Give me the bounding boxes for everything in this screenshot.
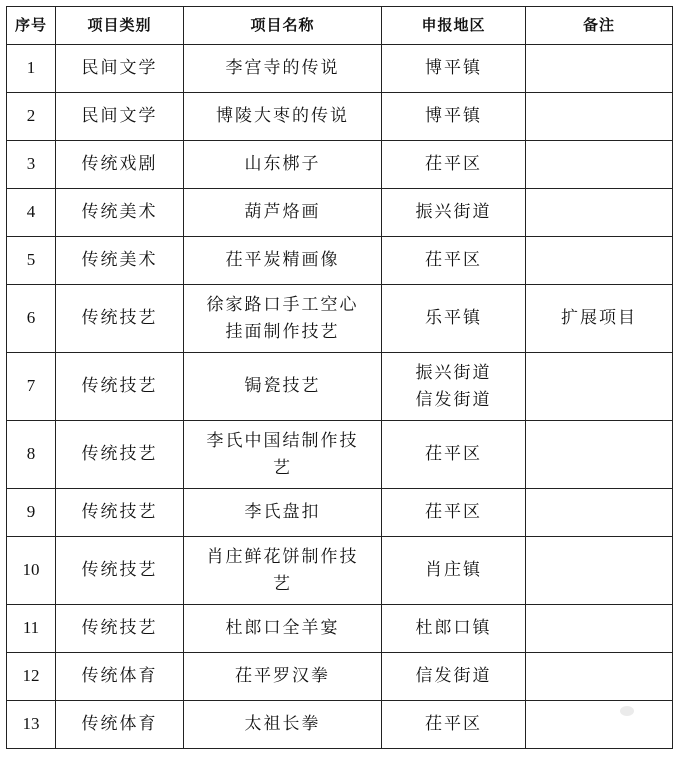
table-row: [7, 421, 673, 489]
cell-region: 振兴街道: [382, 189, 526, 237]
table-row: [7, 537, 673, 605]
cell-note: [526, 489, 673, 537]
cell-index: 12: [7, 653, 56, 701]
heritage-project-table: [6, 6, 673, 749]
cell-name: 葫芦烙画: [184, 189, 382, 237]
cell-note: [526, 141, 673, 189]
table-row: [7, 45, 673, 93]
cell-index: 4: [7, 189, 56, 237]
cell-category: 传统美术: [56, 189, 184, 237]
cell-index: 6: [7, 285, 56, 353]
cell-index: 2: [7, 93, 56, 141]
cell-name: 杜郎口全羊宴: [184, 605, 382, 653]
cell-name: 锔瓷技艺: [184, 353, 382, 421]
cell-region: 杜郎口镇: [382, 605, 526, 653]
header-note: 备注: [526, 7, 673, 45]
table-header-row: [7, 7, 673, 45]
cell-name: 李氏盘扣: [184, 489, 382, 537]
cell-region: 乐平镇: [382, 285, 526, 353]
cell-note: 扩展项目: [526, 285, 673, 353]
cell-category: 传统美术: [56, 237, 184, 285]
cell-region: 肖庄镇: [382, 537, 526, 605]
cell-region: 博平镇: [382, 93, 526, 141]
table-row: [7, 353, 673, 421]
cell-name: 李氏中国结制作技艺: [184, 421, 382, 489]
header-name: 项目名称: [184, 7, 382, 45]
cell-category: 民间文学: [56, 45, 184, 93]
cell-region: 茌平区: [382, 141, 526, 189]
cell-region: 茌平区: [382, 421, 526, 489]
cell-region: 茌平区: [382, 489, 526, 537]
cell-region: 振兴街道信发街道: [382, 353, 526, 421]
heritage-table-container: [6, 6, 673, 749]
cell-name: 太祖长拳: [184, 701, 382, 749]
cell-index: 7: [7, 353, 56, 421]
cell-note: [526, 189, 673, 237]
cell-category: 传统技艺: [56, 353, 184, 421]
table-row: [7, 93, 673, 141]
cell-name: 茌平罗汉拳: [184, 653, 382, 701]
cell-region: 茌平区: [382, 237, 526, 285]
cell-index: 8: [7, 421, 56, 489]
header-region: 申报地区: [382, 7, 526, 45]
table-row: [7, 489, 673, 537]
cell-region: 博平镇: [382, 45, 526, 93]
cell-category: 传统技艺: [56, 489, 184, 537]
cell-note: [526, 353, 673, 421]
cell-category: 传统技艺: [56, 537, 184, 605]
table-row: [7, 189, 673, 237]
cell-name: 李宫寺的传说: [184, 45, 382, 93]
cell-note: [526, 701, 673, 749]
table-row: [7, 605, 673, 653]
table-row: [7, 701, 673, 749]
cell-name: 茌平炭精画像: [184, 237, 382, 285]
cell-category: 传统体育: [56, 653, 184, 701]
header-category: 项目类别: [56, 7, 184, 45]
cell-note: [526, 93, 673, 141]
table-row: [7, 285, 673, 353]
cell-category: 传统体育: [56, 701, 184, 749]
table-row: [7, 653, 673, 701]
cell-name: 博陵大枣的传说: [184, 93, 382, 141]
cell-category: 传统技艺: [56, 285, 184, 353]
cell-index: 1: [7, 45, 56, 93]
cell-index: 5: [7, 237, 56, 285]
cell-note: [526, 45, 673, 93]
cell-category: 传统技艺: [56, 421, 184, 489]
cell-note: [526, 537, 673, 605]
table-row: [7, 237, 673, 285]
cell-note: [526, 653, 673, 701]
cell-index: 3: [7, 141, 56, 189]
cell-note: [526, 605, 673, 653]
cell-category: 传统技艺: [56, 605, 184, 653]
cell-note: [526, 421, 673, 489]
cell-index: 10: [7, 537, 56, 605]
watermark-mark: [620, 706, 634, 716]
cell-name: 山东梆子: [184, 141, 382, 189]
cell-name: 肖庄鲜花饼制作技艺: [184, 537, 382, 605]
cell-category: 民间文学: [56, 93, 184, 141]
cell-name: 徐家路口手工空心挂面制作技艺: [184, 285, 382, 353]
cell-index: 9: [7, 489, 56, 537]
header-index: 序号: [7, 7, 56, 45]
table-row: [7, 141, 673, 189]
cell-note: [526, 237, 673, 285]
cell-region: 信发街道: [382, 653, 526, 701]
cell-region: 茌平区: [382, 701, 526, 749]
cell-category: 传统戏剧: [56, 141, 184, 189]
cell-index: 13: [7, 701, 56, 749]
cell-index: 11: [7, 605, 56, 653]
